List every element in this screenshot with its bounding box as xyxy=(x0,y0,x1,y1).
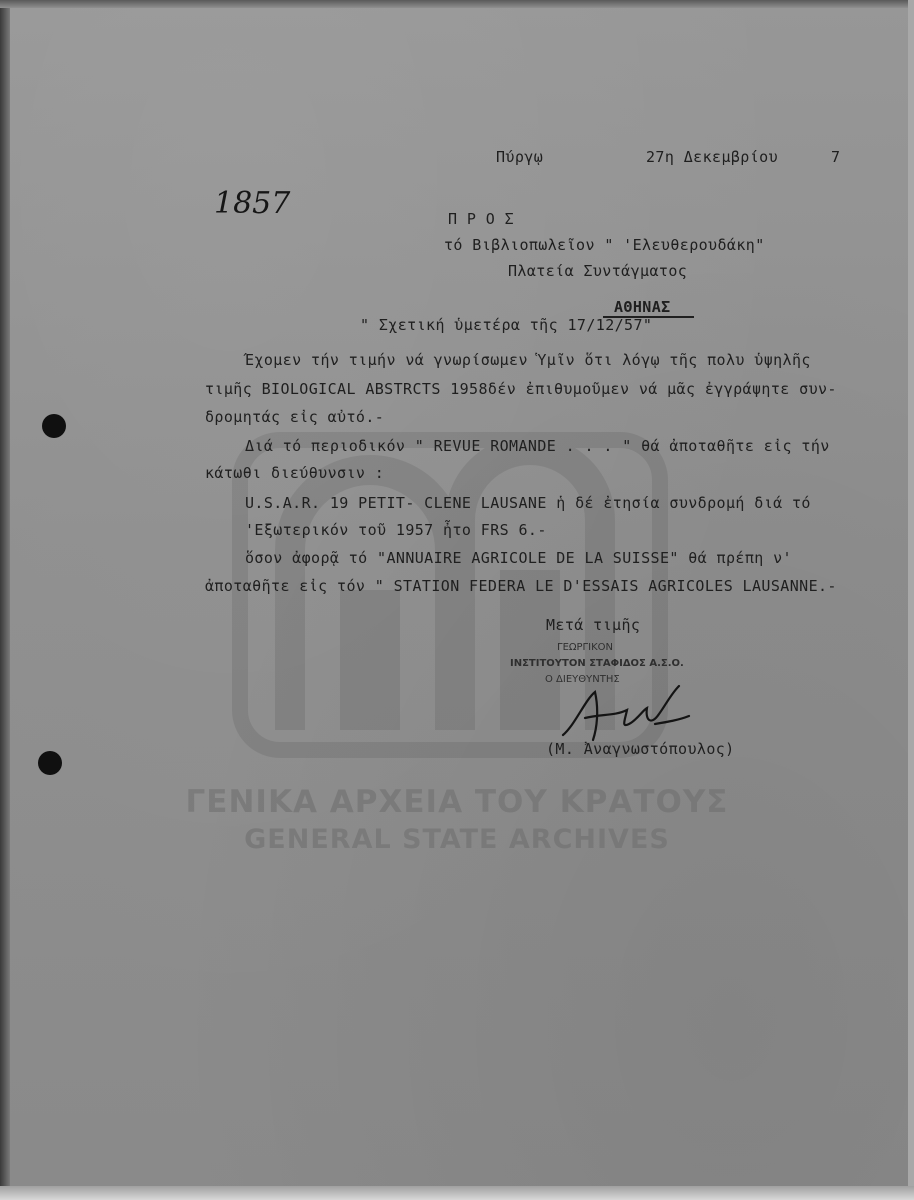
scan-edge-left xyxy=(0,0,10,1200)
body-line: τιμῆς BIOLOGICAL ABSTRCTS 1958δέν ἐπιθυμοῦμεν νά μᾶς ἐγγράψητε συν- xyxy=(205,380,837,398)
recipient: τό Βιβλιοπωλεῖον " 'Ελευθερουδάκη" xyxy=(444,236,765,254)
subject-line: " Σχετική ὑμετέρα τῆς 17/12/57" xyxy=(360,316,653,334)
body-line: ἀποταθῆτε εἰς τόν " STATION FEDERA LE D'ESSAIS AGRICOLES LAUSANNE.- xyxy=(205,577,837,595)
closing: Μετά τιμῆς xyxy=(546,616,641,634)
scan-edge-top xyxy=(0,0,914,8)
handwritten-ref-number: 1857 xyxy=(214,186,291,221)
punch-hole-bottom xyxy=(38,751,62,775)
stamp-line-1: ΓΕΩΡΓΙΚΟΝ xyxy=(557,642,613,653)
stamp-line-3: Ο ΔΙΕΥΘΥΝΤΗΣ xyxy=(545,674,620,685)
watermark-english: GENERAL STATE ARCHIVES xyxy=(244,824,670,855)
body-line: Διά τό περιοδικόν " REVUE ROMANDE . . . " θά ἀποταθῆτε εἰς τήν xyxy=(245,437,830,455)
watermark-greek: ΓΕΝΙΚΑ ΑΡΧΕΙΑ ΤΟΥ ΚΡΑΤΟΥΣ xyxy=(185,784,729,820)
body-line: ὅσον ἀφορᾷ τό "ANNUAIRE AGRICOLE DE LA SUISSE" θά πρέπη ν' xyxy=(245,549,792,567)
place: Πύργῳ xyxy=(496,148,544,166)
date: 27η Δεκεμβρίου xyxy=(646,148,779,166)
address: Πλατεία Συντάγματος xyxy=(508,262,688,280)
stamp-line-2: ΙΝΣΤΙΤΟΥΤΟΝ ΣΤΑΦΙΔΟΣ Α.Σ.Ο. xyxy=(510,658,684,669)
body-line: 'Εξωτερικόν τοῦ 1957 ἦτο FRS 6.- xyxy=(245,521,547,539)
scan-edge-right xyxy=(908,0,914,1200)
body-line: U.S.A.R. 19 PETIT- CLENE LAUSANE ἡ δέ ἐτησία συνδρομή διά τό xyxy=(245,494,811,512)
date-year-suffix: 7 xyxy=(831,148,841,166)
body-line: δρομητάς εἰς αὐτό.- xyxy=(205,408,385,426)
body-line: Έχομεν τήν τιμήν νά γνωρίσωμεν Ὑμῖν ὅτι λόγῳ τῆς πολυ ὑψηλῆς xyxy=(245,351,811,369)
signatory-name: (Μ. Ἀναγνωστόπουλος) xyxy=(546,740,735,758)
to-heading: Π Ρ Ο Σ xyxy=(448,210,515,228)
body-line: κάτωθι διεύθυνσιν : xyxy=(205,464,385,482)
city: ΑΘΗΝΑΣ xyxy=(614,298,671,316)
punch-hole-top xyxy=(42,414,66,438)
scan-edge-bottom xyxy=(0,1186,914,1200)
